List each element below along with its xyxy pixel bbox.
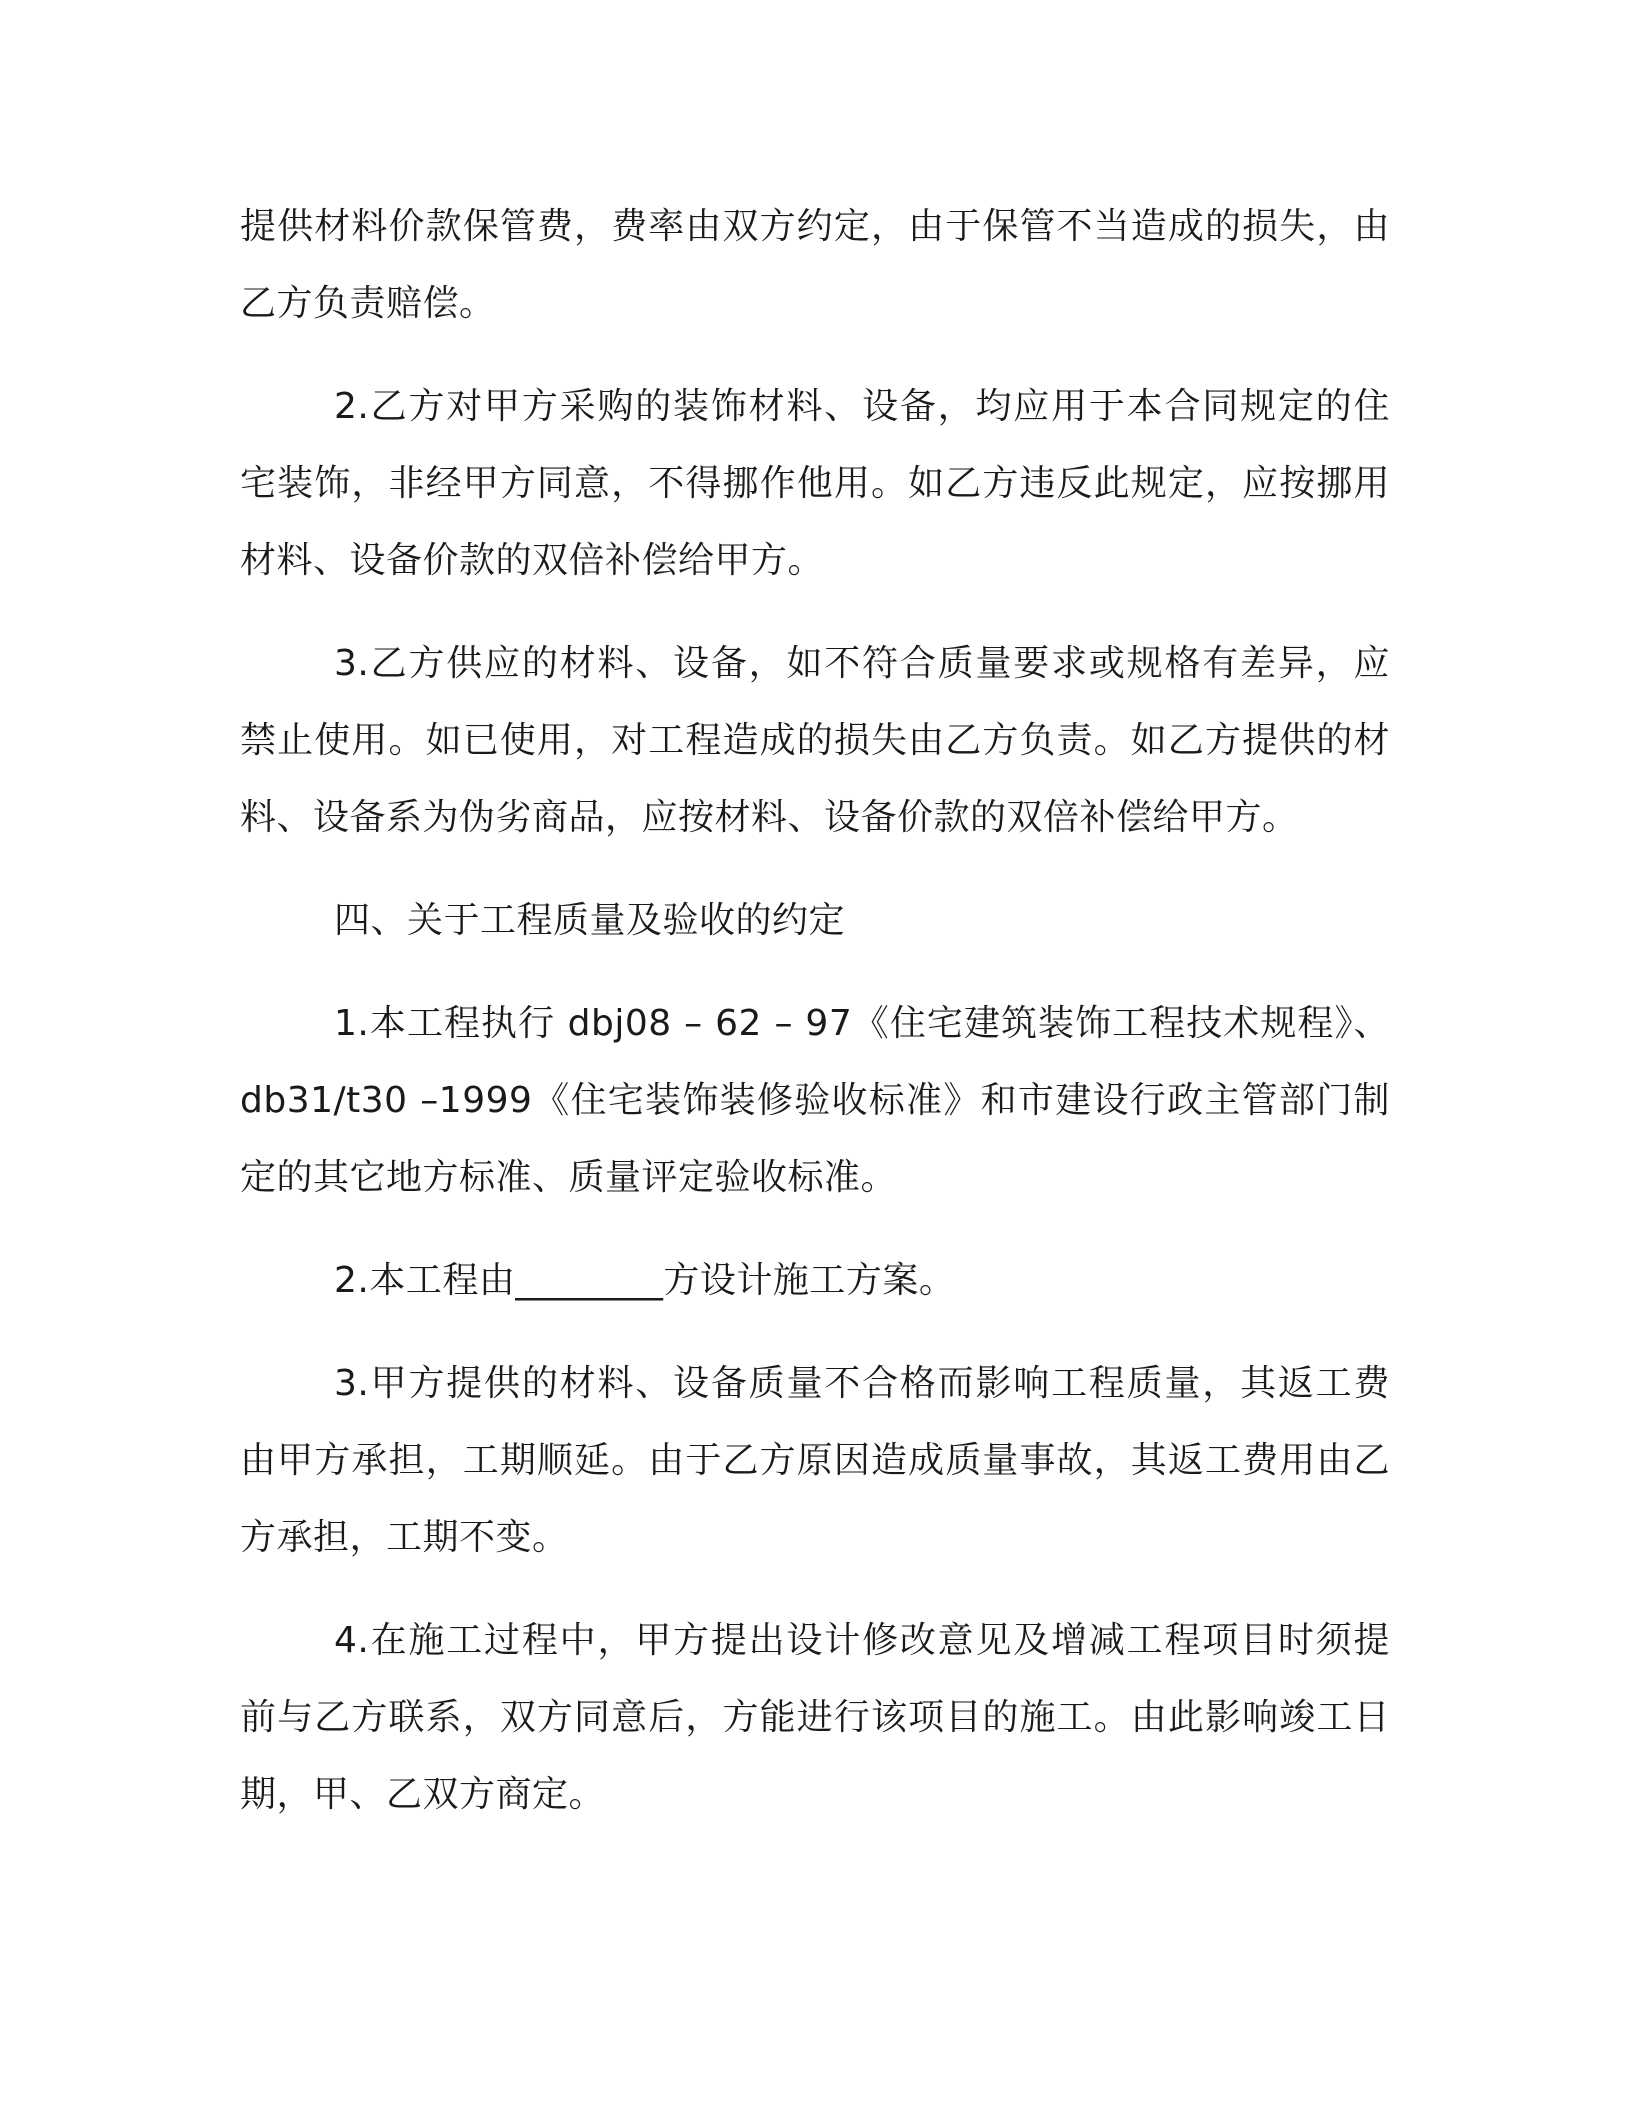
document-page bbox=[240, 188, 1390, 1859]
paragraph-design-plan: 2.本工程由________方设计施工方案。 bbox=[334, 1260, 956, 1301]
paragraph-rework-cost: 3.甲方提供的材料、设备质量不合格而影响工程质量，其返工费由甲方承担，工期顺延。由于乙方原因造成质量事故，其返工费用由乙方承担，工期不变。 bbox=[240, 1363, 1390, 1558]
paragraph-design-changes: 4.在施工过程中，甲方提出设计修改意见及增减工程项目时须提前与乙方联系，双方同意后，方能进行该项目的施工。由此影响竣工日期，甲、乙双方商定。 bbox=[240, 1620, 1390, 1815]
paragraph-material-quality: 3.乙方供应的材料、设备，如不符合质量要求或规格有差异，应禁止使用。如已使用，对工程造成的损失由乙方负责。如乙方提供的材料、设备系为伪劣商品，应按材料、设备价款的双倍补偿给甲方。 bbox=[240, 643, 1390, 838]
paragraph-continued: 提供材料价款保管费，费率由双方约定，由于保管不当造成的损失，由乙方负责赔偿。 bbox=[240, 206, 1390, 324]
paragraph-standards: 1.本工程执行 dbj08 – 62 – 97《住宅建筑装饰工程技术规程》、db31/t30 –1999《住宅装饰装修验收标准》和市建设行政主管部门制定的其它地方标准、质量评定验收标准。 bbox=[240, 1003, 1390, 1198]
section-heading-quality-acceptance: 四、关于工程质量及验收的约定 bbox=[334, 900, 846, 941]
paragraph-material-usage: 2.乙方对甲方采购的装饰材料、设备，均应用于本合同规定的住宅装饰，非经甲方同意，不得挪作他用。如乙方违反此规定，应按挪用材料、设备价款的双倍补偿给甲方。 bbox=[240, 386, 1390, 581]
